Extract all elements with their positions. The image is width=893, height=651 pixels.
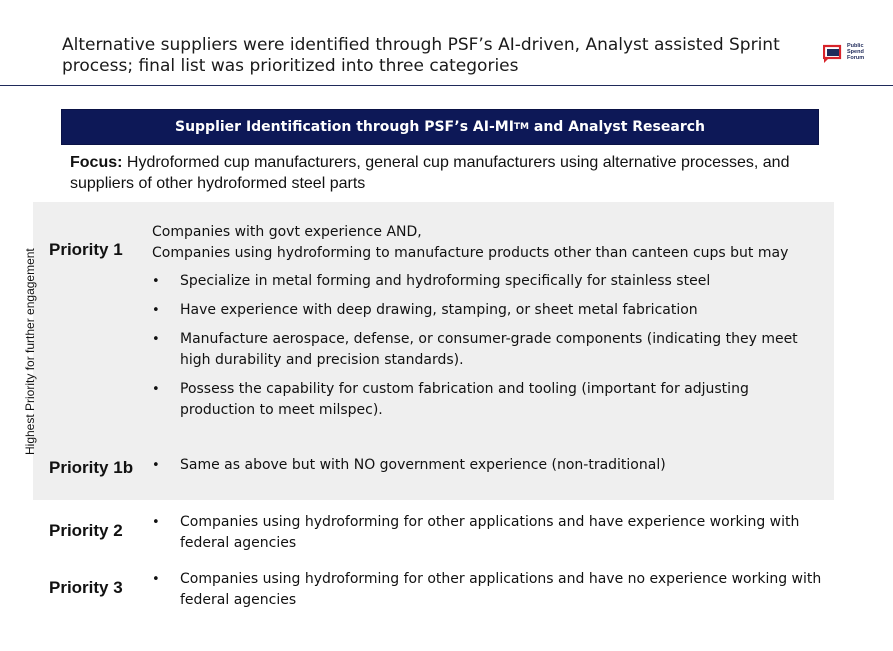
- bullet-icon: •: [152, 382, 160, 397]
- priority-1-bullets: [152, 271, 822, 421]
- bullet-icon: •: [152, 332, 160, 347]
- bullet-icon: •: [152, 274, 160, 289]
- priority-1-label: Priority 1: [49, 240, 123, 259]
- priority-2-label: Priority 2: [49, 521, 123, 540]
- priority-2-bullets: [152, 512, 822, 554]
- section-banner: [61, 109, 819, 145]
- bullet-icon: •: [152, 303, 160, 318]
- bullet-icon: •: [152, 458, 160, 473]
- bullet-icon: •: [152, 515, 160, 530]
- list-item: • Same as above but with NO government experience (non-traditional): [152, 455, 822, 476]
- focus-label: Focus:: [70, 154, 123, 171]
- focus-statement: [70, 152, 830, 194]
- list-item: • Manufacture aerospace, defense, or consumer-grade components (indicating they meet high durability and precision standards).: [152, 331, 798, 368]
- priority-1-intro-line1: Companies with govt experience AND,: [152, 224, 422, 240]
- list-item: • Specialize in metal forming and hydroforming specifically for stainless steel: [152, 271, 822, 292]
- priority-1b-label: Priority 1b: [49, 458, 134, 477]
- priority-1-intro: [152, 222, 822, 264]
- focus-text: Hydroformed cup manufacturers, general cup manufacturers using alternative processes, and suppliers of other hydroformed steel parts: [70, 154, 790, 192]
- list-item: • Have experience with deep drawing, stamping, or sheet metal fabrication: [152, 300, 822, 321]
- banner-text: Supplier Identification through PSF’s AI-MI: [174, 119, 514, 135]
- list-item: • Companies using hydroforming for other applications and have no experience working with federal agencies: [152, 571, 822, 608]
- logo-mark-icon: [823, 44, 843, 63]
- list-item: • Possess the capability for custom fabrication and tooling (important for adjusting production to meet milspec).: [152, 381, 749, 418]
- priority-1-intro-line2: Companies using hydroforming to manufacture products other than canteen cups but may: [152, 245, 789, 261]
- side-label: Highest Priority for further engagement: [23, 248, 37, 455]
- logo-text: Public Spend Forum: [847, 43, 865, 62]
- priority-3-label: Priority 3: [49, 578, 123, 597]
- slide-title: Alternative suppliers were identified through PSF’s AI-driven, Analyst assisted Sprint process; final list was prioritized into three categories: [62, 35, 780, 76]
- title-divider: [0, 85, 893, 86]
- priority-3-bullets: [152, 569, 822, 611]
- priority-1b-bullets: [152, 455, 822, 476]
- bullet-icon: •: [152, 572, 160, 587]
- banner-trademark: TM: [513, 122, 530, 132]
- banner-suffix: and Analyst Research: [529, 119, 705, 135]
- public-spend-forum-logo: [823, 42, 873, 64]
- list-item: • Companies using hydroforming for other applications and have experience working with federal agencies: [152, 514, 800, 551]
